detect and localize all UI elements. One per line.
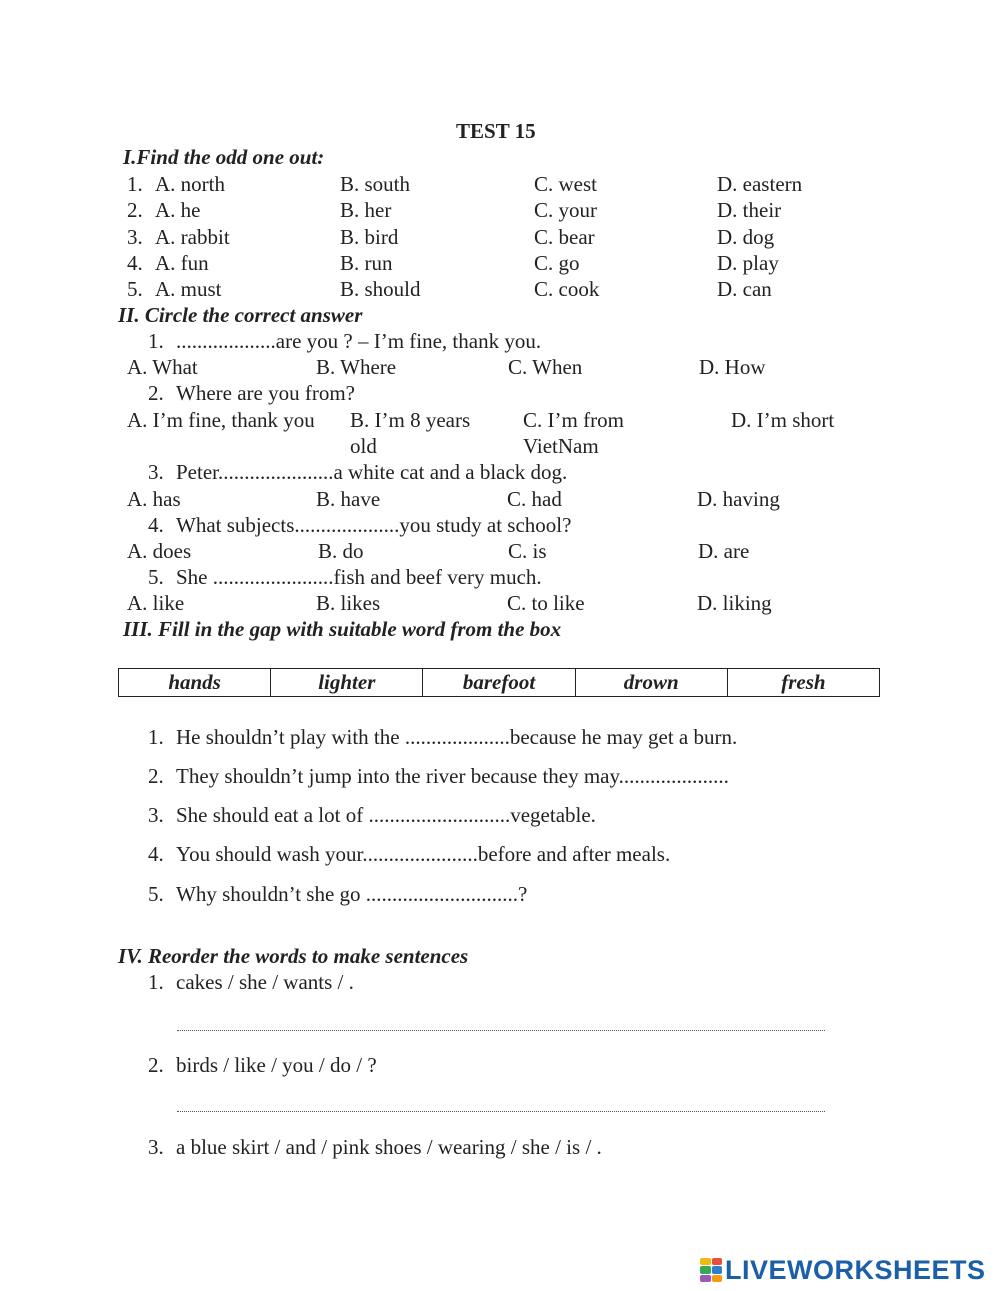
option-b[interactable]: B. Where — [316, 355, 397, 379]
option-d[interactable]: D. can — [717, 277, 772, 301]
fill-gap-sentence[interactable]: They shouldn’t jump into the river because they may..................... — [176, 764, 729, 788]
option-d[interactable]: D. their — [717, 198, 782, 222]
option-c[interactable]: C. west — [534, 172, 597, 196]
reorder-prompt: birds / like / you / do / ? — [176, 1053, 377, 1077]
option-c[interactable]: C. had — [507, 487, 562, 511]
option-b[interactable]: B. bird — [340, 225, 399, 249]
page-title: TEST 15 — [456, 119, 536, 143]
word-box-item: drown — [576, 669, 728, 696]
option-c[interactable]: C. bear — [534, 225, 595, 249]
item-number: 3. — [148, 1135, 164, 1159]
option-c[interactable]: C. your — [534, 198, 597, 222]
option-c[interactable]: C. I’m from — [523, 408, 624, 432]
option-a[interactable]: A. must — [155, 277, 222, 301]
option-b[interactable]: B. should — [340, 277, 421, 301]
option-b[interactable]: B. I’m 8 years — [350, 408, 471, 432]
option-a[interactable]: A. What — [127, 355, 198, 379]
logo-icon-block — [712, 1275, 723, 1282]
option-c[interactable]: C. When — [508, 355, 583, 379]
section-1-heading: I.Find the odd one out: — [123, 145, 325, 169]
option-b-continued[interactable]: old — [350, 434, 377, 458]
logo-icon-block — [712, 1258, 723, 1265]
word-box-item: hands — [119, 669, 271, 696]
option-a[interactable]: A. like — [127, 591, 185, 615]
option-d[interactable]: D. having — [697, 487, 780, 511]
option-a[interactable]: A. has — [127, 487, 181, 511]
option-d[interactable]: D. How — [699, 355, 766, 379]
option-d[interactable]: D. are — [698, 539, 750, 563]
word-box-item: fresh — [781, 670, 826, 694]
option-d[interactable]: D. play — [717, 251, 779, 275]
section-2-heading: II. Circle the correct answer — [118, 303, 363, 327]
question-number: 2. — [127, 198, 143, 222]
option-c[interactable]: C. is — [508, 539, 547, 563]
option-b[interactable]: B. likes — [316, 591, 381, 615]
item-number: 1. — [148, 725, 164, 749]
option-a[interactable]: A. rabbit — [155, 225, 230, 249]
logo-icon-block — [700, 1258, 711, 1265]
option-a[interactable]: A. fun — [155, 251, 209, 275]
option-c[interactable]: C. go — [534, 251, 580, 275]
question-number: 4. — [127, 251, 143, 275]
question-number: 2. — [148, 381, 164, 405]
section-3-heading: III. Fill in the gap with suitable word from the box — [123, 617, 562, 641]
question-number: 5. — [127, 277, 143, 301]
question-number: 1. — [127, 172, 143, 196]
option-d[interactable]: D. liking — [697, 591, 772, 615]
option-d[interactable]: D. eastern — [717, 172, 803, 196]
question-text: ...................are you ? – I’m fine, thank you. — [176, 329, 542, 353]
option-a[interactable]: A. he — [155, 198, 201, 222]
option-a[interactable]: A. I’m fine, thank you — [127, 408, 315, 432]
item-number: 2. — [148, 1053, 164, 1077]
question-number: 1. — [148, 329, 164, 353]
question-number: 3. — [127, 225, 143, 249]
question-number: 4. — [148, 513, 164, 537]
question-number: 5. — [148, 565, 164, 589]
word-box-item: lighter — [271, 669, 423, 696]
option-b[interactable]: B. south — [340, 172, 411, 196]
option-a[interactable]: A. does — [127, 539, 192, 563]
item-number: 5. — [148, 882, 164, 906]
logo-icon-block — [700, 1275, 711, 1282]
fill-gap-sentence[interactable]: You should wash your......................before and after meals. — [176, 842, 671, 866]
question-number: 3. — [148, 460, 164, 484]
answer-line[interactable] — [177, 1030, 825, 1031]
option-b[interactable]: B. run — [340, 251, 393, 275]
reorder-prompt: a blue skirt / and / pink shoes / wearing / she / is / . — [176, 1135, 602, 1159]
fill-gap-sentence[interactable]: She should eat a lot of ...........................vegetable. — [176, 803, 596, 827]
option-b[interactable]: B. do — [318, 539, 364, 563]
question-text: Where are you from? — [176, 381, 355, 405]
option-c[interactable]: C. to like — [507, 591, 585, 615]
liveworksheets-logo — [700, 1255, 986, 1285]
option-b[interactable]: B. have — [316, 487, 381, 511]
logo-icon-block — [712, 1266, 723, 1273]
option-d[interactable]: D. dog — [717, 225, 775, 249]
option-d[interactable]: D. I’m short — [731, 408, 835, 432]
option-c-continued[interactable]: VietNam — [523, 434, 599, 458]
word-box — [118, 668, 880, 697]
item-number: 2. — [148, 764, 164, 788]
question-text: Peter......................a white cat and a black dog. — [176, 460, 568, 484]
question-text: She .......................fish and beef very much. — [176, 565, 542, 589]
logo-text: LIVEWORKSHEETS — [725, 1254, 986, 1285]
question-text: What subjects....................you study at school? — [176, 513, 572, 537]
section-4-heading: IV. Reorder the words to make sentences — [118, 944, 469, 968]
logo-icon-block — [700, 1266, 711, 1273]
logo-icon — [700, 1258, 722, 1282]
option-b[interactable]: B. her — [340, 198, 392, 222]
answer-line[interactable] — [177, 1111, 825, 1112]
reorder-prompt: cakes / she / wants / . — [176, 970, 354, 994]
option-c[interactable]: C. cook — [534, 277, 600, 301]
fill-gap-sentence[interactable]: Why shouldn’t she go .............................? — [176, 882, 528, 906]
item-number: 3. — [148, 803, 164, 827]
item-number: 1. — [148, 970, 164, 994]
option-a[interactable]: A. north — [155, 172, 225, 196]
word-box-item: barefoot — [423, 669, 575, 696]
item-number: 4. — [148, 842, 164, 866]
fill-gap-sentence[interactable]: He shouldn’t play with the ....................because he may get a burn. — [176, 725, 738, 749]
